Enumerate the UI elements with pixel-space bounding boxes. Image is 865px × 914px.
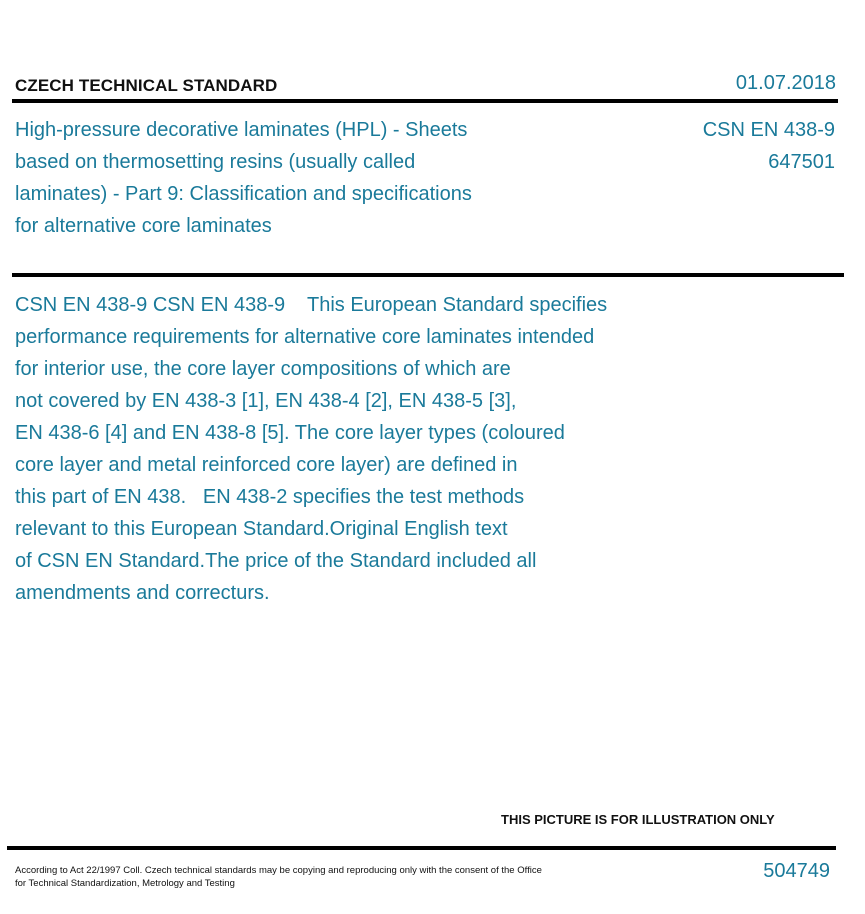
document-title [15,114,535,242]
abstract-line: performance requirements for alternative core laminates intended [15,326,595,348]
abstract-line: this part of EN 438. EN 438-2 specifies the test methods [15,486,525,508]
document-title-line: based on thermosetting resins (usually called [15,151,416,173]
catalog-number: 647501 [768,151,835,173]
document-identifiers [703,114,835,178]
abstract-text [15,289,695,609]
copyright-notice-line: for Technical Standardization, Metrology and Testing [15,878,235,889]
document-title-line: High-pressure decorative laminates (HPL) - Sheets [15,119,468,141]
standard-code: CSN EN 438-9 [702,119,835,141]
publication-date: 01.07.2018 [735,72,836,94]
abstract-line: not covered by EN 438-3 [1], EN 438-4 [2], EN 438-5 [3], [15,390,517,412]
product-number: 504749 [763,860,830,882]
standard-type-heading: CZECH TECHNICAL STANDARD [15,76,278,95]
abstract-line: relevant to this European Standard.Original English text [15,518,508,540]
abstract-line: EN 438-6 [4] and EN 438-8 [5]. The core layer types (coloured [15,422,565,444]
abstract-line: amendments and correcturs. [15,582,270,604]
copyright-notice [15,864,595,890]
abstract-line: for interior use, the core layer compositions of which are [15,358,511,380]
copyright-notice-line: According to Act 22/1997 Coll. Czech technical standards may be copying and reproducing only with the consent of the Office [15,865,542,876]
footer-divider [7,846,836,850]
title-divider [12,273,844,277]
header-divider [12,99,838,103]
document-title-line: laminates) - Part 9: Classification and specifications [15,183,472,205]
abstract-line: core layer and metal reinforced core layer) are defined in [15,454,518,476]
document-title-line: for alternative core laminates [15,215,272,237]
illustration-disclaimer: THIS PICTURE IS FOR ILLUSTRATION ONLY [501,812,775,827]
abstract-line: of CSN EN Standard.The price of the Standard included all [15,550,537,572]
abstract-line: CSN EN 438-9 CSN EN 438-9 This European Standard specifies [15,294,608,316]
